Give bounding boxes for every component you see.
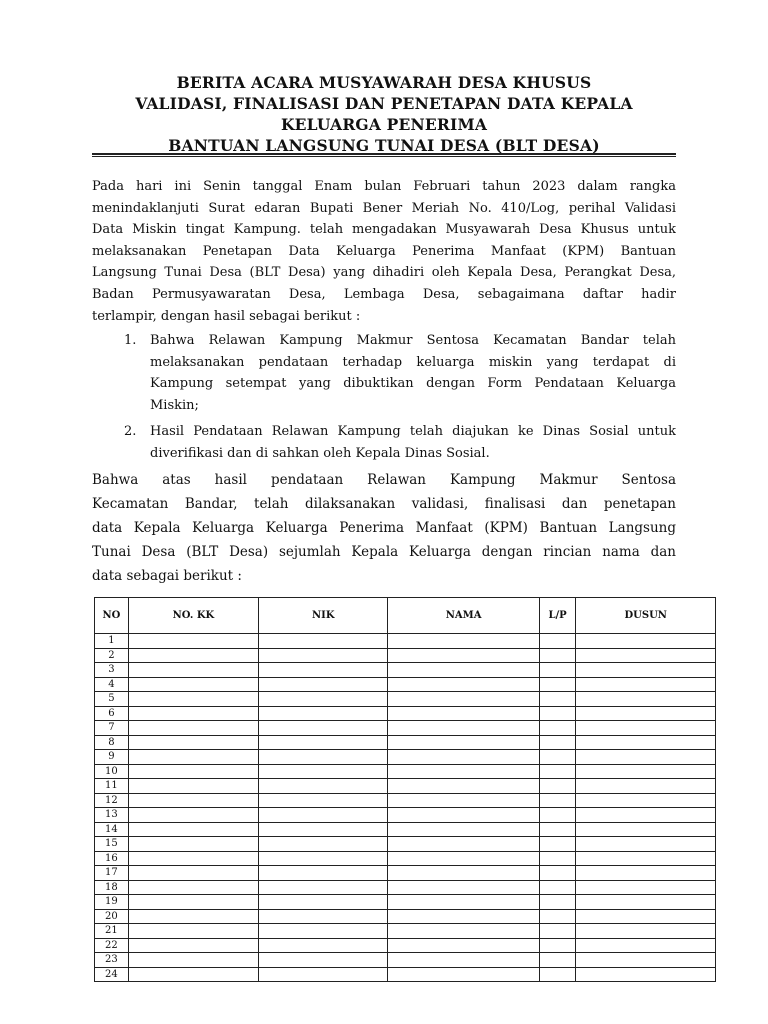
no-kk-cell (128, 692, 258, 707)
lp-cell (539, 851, 576, 866)
title-line-2: VALIDASI, FINALISASI DAN PENETAPAN DATA KEPALA (135, 94, 633, 113)
no-kk-cell (128, 793, 258, 808)
table-row (95, 837, 716, 852)
dusun-cell (576, 851, 716, 866)
no-kk-cell (128, 938, 258, 953)
header-dusun: DUSUN (576, 598, 716, 634)
document-title (90, 72, 678, 156)
row-number-cell: 17 (95, 866, 129, 881)
title-line-4: BANTUAN LANGSUNG TUNAI DESA (BLT DESA) (168, 136, 600, 155)
dusun-cell (576, 895, 716, 910)
nik-cell (259, 648, 388, 663)
list-line: Miskin; (150, 397, 199, 413)
lp-cell (539, 721, 576, 736)
nama-cell (388, 721, 539, 736)
lp-cell (539, 663, 576, 678)
nik-cell (259, 793, 388, 808)
lp-cell (539, 880, 576, 895)
no-kk-cell (128, 706, 258, 721)
row-number-cell: 15 (95, 837, 129, 852)
nik-cell (259, 721, 388, 736)
result-paragraph (92, 468, 676, 588)
dusun-cell (576, 880, 716, 895)
nama-cell (388, 851, 539, 866)
nik-cell (259, 634, 388, 649)
result-line: Bahwa atas hasil pendataan Relawan Kampung Makmur Sentosa (92, 472, 676, 488)
no-kk-cell (128, 909, 258, 924)
row-number-cell: 16 (95, 851, 129, 866)
row-number-cell: 13 (95, 808, 129, 823)
nama-cell (388, 764, 539, 779)
list-line: Hasil Pendataan Relawan Kampung telah diajukan ke Dinas Sosial untuk (150, 424, 676, 439)
row-number-cell: 14 (95, 822, 129, 837)
no-kk-cell (128, 648, 258, 663)
nama-cell (388, 648, 539, 663)
lp-cell (539, 735, 576, 750)
lp-cell (539, 706, 576, 721)
result-line: Kecamatan Bandar, telah dilaksanakan validasi, finalisasi dan penetapan (92, 496, 676, 512)
table-row (95, 967, 716, 982)
no-kk-cell (128, 880, 258, 895)
nik-cell (259, 706, 388, 721)
result-line: Tunai Desa (BLT Desa) sejumlah Kepala Keluarga dengan rincian nama dan (92, 544, 676, 560)
nik-cell (259, 779, 388, 794)
nik-cell (259, 837, 388, 852)
intro-line: Langsung Tunai Desa (BLT Desa) yang dihadiri oleh Kepala Desa, Perangkat Desa, (92, 265, 676, 281)
kpm-table (94, 597, 716, 982)
row-number-cell: 3 (95, 663, 129, 678)
lp-cell (539, 953, 576, 968)
list-line: melaksanakan pendataan terhadap keluarga miskin yang terdapat di (150, 354, 676, 370)
table-header-row (95, 598, 716, 634)
dusun-cell (576, 634, 716, 649)
row-number-cell: 1 (95, 634, 129, 649)
nama-cell (388, 706, 539, 721)
title-line-1: BERITA ACARA MUSYAWARAH DESA KHUSUS (176, 73, 592, 92)
no-kk-cell (128, 953, 258, 968)
nama-cell (388, 909, 539, 924)
nama-cell (388, 677, 539, 692)
nama-cell (388, 735, 539, 750)
table-row (95, 793, 716, 808)
no-kk-cell (128, 808, 258, 823)
dusun-cell (576, 692, 716, 707)
no-kk-cell (128, 924, 258, 939)
table-row (95, 909, 716, 924)
nik-cell (259, 851, 388, 866)
table-row (95, 677, 716, 692)
dusun-cell (576, 663, 716, 678)
row-number-cell: 8 (95, 735, 129, 750)
nik-cell (259, 909, 388, 924)
dusun-cell (576, 764, 716, 779)
table-row (95, 851, 716, 866)
row-number-cell: 10 (95, 764, 129, 779)
list-line: Kampung setempat yang dibuktikan dengan Form Pendataan Keluarga (150, 376, 676, 392)
row-number-cell: 18 (95, 880, 129, 895)
table-row (95, 764, 716, 779)
intro-line: Data Miskin tingat Kampung. telah mengadakan Musyawarah Desa Khusus untuk (92, 222, 676, 238)
table-row (95, 634, 716, 649)
nama-cell (388, 967, 539, 982)
result-line: data sebagai berikut : (92, 568, 242, 584)
row-number-cell: 9 (95, 750, 129, 765)
row-number-cell: 23 (95, 953, 129, 968)
list-item-1 (124, 330, 676, 416)
no-kk-cell (128, 851, 258, 866)
no-kk-cell (128, 764, 258, 779)
dusun-cell (576, 793, 716, 808)
lp-cell (539, 634, 576, 649)
table-row (95, 895, 716, 910)
row-number-cell: 22 (95, 938, 129, 953)
table-body (95, 634, 716, 982)
table-row (95, 822, 716, 837)
table-row (95, 938, 716, 953)
row-number-cell: 19 (95, 895, 129, 910)
lp-cell (539, 909, 576, 924)
lp-cell (539, 764, 576, 779)
intro-line: Pada hari ini Senin tanggal Enam bulan Februari tahun 2023 dalam rangka (92, 179, 676, 194)
nik-cell (259, 764, 388, 779)
nik-cell (259, 735, 388, 750)
nama-cell (388, 953, 539, 968)
table-row (95, 692, 716, 707)
nama-cell (388, 750, 539, 765)
header-lp: L/P (539, 598, 576, 634)
title-underline (92, 153, 676, 157)
row-number-cell: 5 (95, 692, 129, 707)
row-number-cell: 21 (95, 924, 129, 939)
no-kk-cell (128, 663, 258, 678)
no-kk-cell (128, 677, 258, 692)
no-kk-cell (128, 735, 258, 750)
nik-cell (259, 895, 388, 910)
row-number-cell: 11 (95, 779, 129, 794)
nik-cell (259, 953, 388, 968)
header-no: NO (95, 598, 129, 634)
row-number-cell: 20 (95, 909, 129, 924)
dusun-cell (576, 938, 716, 953)
no-kk-cell (128, 967, 258, 982)
lp-cell (539, 938, 576, 953)
header-no-kk: NO. KK (128, 598, 258, 634)
nama-cell (388, 808, 539, 823)
nik-cell (259, 692, 388, 707)
list-number: 1. (124, 333, 137, 348)
intro-line: melaksanakan Penetapan Data Keluarga Penerima Manfaat (KPM) Bantuan (92, 243, 676, 259)
dusun-cell (576, 909, 716, 924)
intro-line: Badan Permusyawaratan Desa, Lembaga Desa, sebagaimana daftar hadir (92, 286, 676, 302)
row-number-cell: 24 (95, 967, 129, 982)
nik-cell (259, 677, 388, 692)
no-kk-cell (128, 750, 258, 765)
title-line-3: KELUARGA PENERIMA (280, 115, 488, 134)
table-row (95, 721, 716, 736)
nama-cell (388, 793, 539, 808)
no-kk-cell (128, 837, 258, 852)
dusun-cell (576, 750, 716, 765)
lp-cell (539, 924, 576, 939)
lp-cell (539, 866, 576, 881)
nama-cell (388, 822, 539, 837)
table-row (95, 866, 716, 881)
no-kk-cell (128, 634, 258, 649)
lp-cell (539, 692, 576, 707)
nama-cell (388, 663, 539, 678)
nik-cell (259, 822, 388, 837)
nama-cell (388, 634, 539, 649)
lp-cell (539, 837, 576, 852)
nama-cell (388, 938, 539, 953)
header-nama: NAMA (388, 598, 539, 634)
header-nik: NIK (259, 598, 388, 634)
table-row (95, 663, 716, 678)
nama-cell (388, 924, 539, 939)
lp-cell (539, 895, 576, 910)
nama-cell (388, 880, 539, 895)
row-number-cell: 7 (95, 721, 129, 736)
nama-cell (388, 779, 539, 794)
table-row (95, 735, 716, 750)
table-row (95, 779, 716, 794)
nik-cell (259, 924, 388, 939)
dusun-cell (576, 735, 716, 750)
list-item-2 (124, 421, 676, 464)
row-number-cell: 12 (95, 793, 129, 808)
lp-cell (539, 793, 576, 808)
intro-paragraph (92, 176, 676, 327)
no-kk-cell (128, 822, 258, 837)
nama-cell (388, 895, 539, 910)
list-number: 2. (124, 424, 137, 439)
no-kk-cell (128, 866, 258, 881)
nik-cell (259, 880, 388, 895)
nama-cell (388, 866, 539, 881)
lp-cell (539, 677, 576, 692)
list-line: diverifikasi dan di sahkan oleh Kepala Dinas Sosial. (150, 445, 490, 461)
lp-cell (539, 648, 576, 663)
dusun-cell (576, 648, 716, 663)
intro-line: menindaklanjuti Surat edaran Bupati Bener Meriah No. 410/Log, perihal Validasi (92, 200, 676, 216)
dusun-cell (576, 779, 716, 794)
dusun-cell (576, 837, 716, 852)
nik-cell (259, 808, 388, 823)
table-row (95, 808, 716, 823)
nik-cell (259, 663, 388, 678)
table-row (95, 880, 716, 895)
intro-line: terlampir, dengan hasil sebagai berikut : (92, 308, 361, 324)
dusun-cell (576, 866, 716, 881)
nik-cell (259, 866, 388, 881)
nik-cell (259, 938, 388, 953)
dusun-cell (576, 808, 716, 823)
dusun-cell (576, 721, 716, 736)
table-row (95, 924, 716, 939)
result-line: data Kepala Keluarga Keluarga Penerima Manfaat (KPM) Bantuan Langsung (92, 520, 676, 536)
no-kk-cell (128, 721, 258, 736)
nik-cell (259, 967, 388, 982)
no-kk-cell (128, 779, 258, 794)
nik-cell (259, 750, 388, 765)
dusun-cell (576, 967, 716, 982)
table-row (95, 750, 716, 765)
lp-cell (539, 967, 576, 982)
dusun-cell (576, 924, 716, 939)
lp-cell (539, 750, 576, 765)
nama-cell (388, 692, 539, 707)
dusun-cell (576, 953, 716, 968)
lp-cell (539, 808, 576, 823)
table-row (95, 953, 716, 968)
dusun-cell (576, 822, 716, 837)
table-row (95, 648, 716, 663)
dusun-cell (576, 677, 716, 692)
row-number-cell: 4 (95, 677, 129, 692)
no-kk-cell (128, 895, 258, 910)
dusun-cell (576, 706, 716, 721)
nama-cell (388, 837, 539, 852)
row-number-cell: 6 (95, 706, 129, 721)
lp-cell (539, 779, 576, 794)
list-line: Bahwa Relawan Kampung Makmur Sentosa Kecamatan Bandar telah (150, 333, 676, 348)
table-row (95, 706, 716, 721)
row-number-cell: 2 (95, 648, 129, 663)
lp-cell (539, 822, 576, 837)
